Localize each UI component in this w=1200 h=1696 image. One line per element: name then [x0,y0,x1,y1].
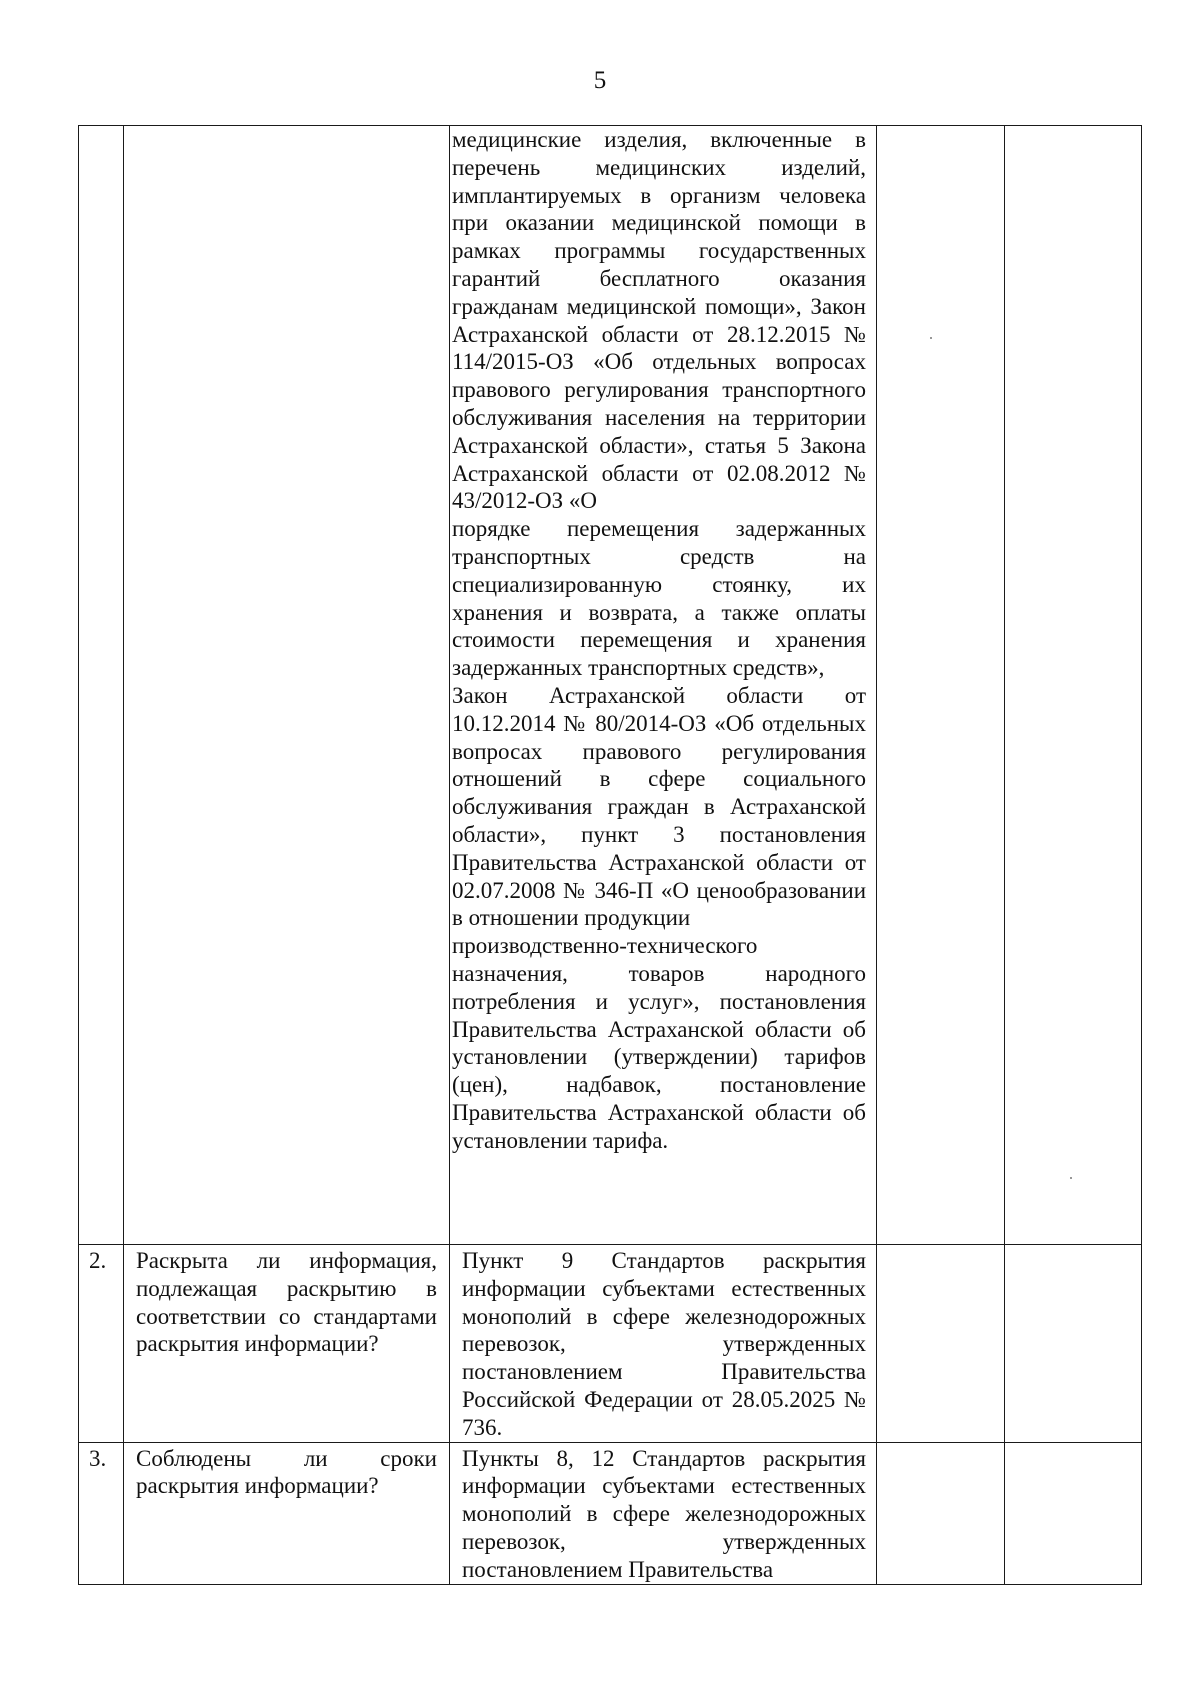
reference-text: Пункт 9 Стандартов раскрытия информации субъектами естественных монополий в сфере железнодорожных перевозок, утвержденных постановлением Правительства Российской Федерации от 28.05.2025 № 736. [462,1248,866,1440]
reference-cell [450,126,877,1245]
row-number: 3. [89,1445,107,1471]
table-row [79,1245,1142,1443]
question-cell [124,126,450,1245]
row-number: 2. [89,1248,107,1273]
question-cell [124,1442,450,1584]
reference-text: медицинские изделия, включенные в перечень медицинских изделий, имплантируемых в организм человека при оказании медицинской помощи в рамках программы государственных гарантий бесплатного оказания гражданам медицинской помощи», Закон Астраханской области от 28.12.2015 № 114/2015-ОЗ «Об отдельных вопросах правового регулирования транспортного обслуживания населения на территории Астраханской области», статья 5 Закона Астраханской области от 02.08.2012 № 43/2012-ОЗ «О порядке перемещения задержанных транспортных средств на специализированную стоянку, их хранения и возврата, а также оплаты стоимости перемещения и хранения задержанных транспортных средств», Закон Астраханской области от 10.12.2014 № 80/2014-ОЗ «Об отдельных вопросах правового регулирования отношений в сфере социального обслуживания граждан в Астраханской области», пункт 3 постановления Правительства Астраханской области от 02.07.2008 № 346-П «О ценообразовании в отношении продукции производственно-технического назначения, товаров народного потребления и услуг», постановления Правительства Астраханской области об установлении (утверждении) тарифов (цен), надбавок, постановление Правительства Астраханской области об установлении тарифа. [452,127,866,1153]
row-number-cell [79,126,124,1245]
reference-text: Пункты 8, 12 Стандартов раскрытия информации субъектами естественных монополий в сфере железнодорожных перевозок, утвержденных постановлением Правительства [462,1445,866,1582]
note-cell [1005,1442,1142,1584]
checklist-table [78,125,1142,1585]
note-cell [1005,126,1142,1245]
row-number [79,126,123,128]
table-row [79,1442,1142,1584]
question-text: Соблюдены ли сроки раскрытия информации? [136,1445,437,1499]
table-row [79,126,1142,1245]
page-number: 5 [593,67,607,94]
note-cell [1005,1245,1142,1443]
question-cell [124,1245,450,1443]
answer-cell [877,1245,1005,1443]
scan-speck [1070,1177,1072,1179]
question-text [124,126,449,128]
answer-cell [877,1442,1005,1584]
scan-speck [930,337,932,339]
row-number-cell [79,1442,124,1584]
answer-cell [877,126,1005,1245]
question-text: Раскрыта ли информация, подлежащая раскрытию в соответствии со стандартами раскрытия информации? [136,1248,437,1357]
reference-cell [450,1245,877,1443]
reference-cell [450,1442,877,1584]
row-number-cell [79,1245,124,1443]
